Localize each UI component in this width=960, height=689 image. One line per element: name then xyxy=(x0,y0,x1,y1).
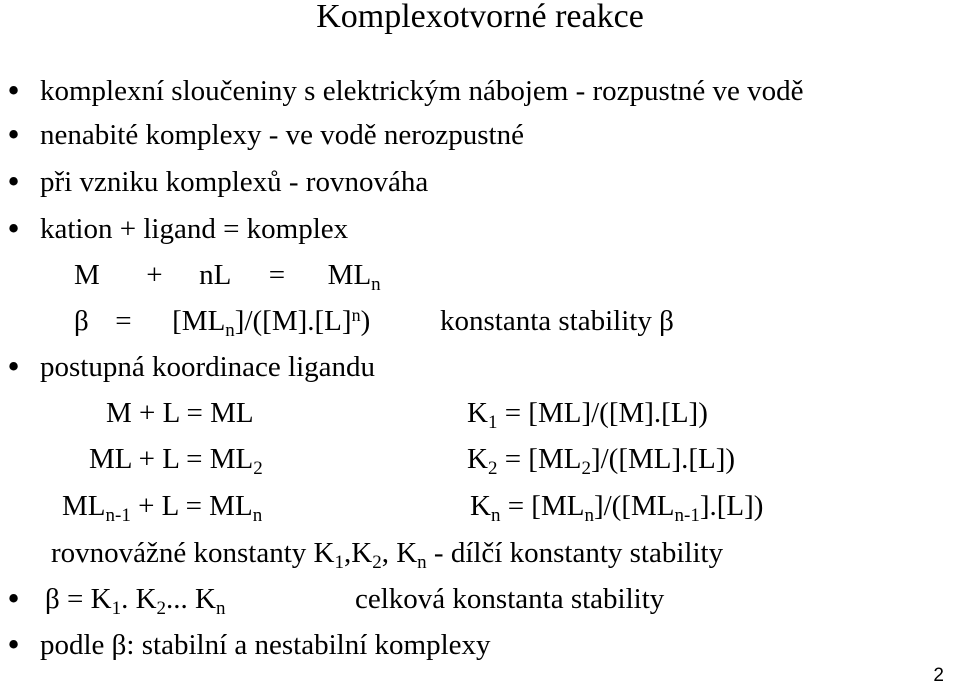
bullet-text-3: při vzniku komplexů - rovnováha xyxy=(40,166,429,198)
eq-complex-sub: n xyxy=(371,274,381,295)
equation-formation xyxy=(74,259,381,295)
overall-beta-label: celková konstanta stability xyxy=(355,583,665,615)
eq-plus: + xyxy=(146,259,163,291)
bullet-text-4: kation + ligand = komplex xyxy=(40,213,349,245)
overall-beta-expr: $\beta = K_1$. $K_2$... $K_n$ xyxy=(45,583,226,619)
bullet-text-7: postupná koordinace ligandu xyxy=(40,351,376,383)
eq-ligand: nL xyxy=(199,259,231,291)
bullet-icon: • xyxy=(5,350,23,384)
slide-title: Komplexotvorné reakce xyxy=(316,0,644,35)
bullet-text-1: komplexní sloučeniny s elektrickým nábojem - rozpustné ve vodě xyxy=(40,75,804,107)
bullet-icon: • xyxy=(5,74,23,108)
eq-metal: M xyxy=(74,259,100,291)
eq-complex: ML xyxy=(327,259,372,291)
bullet-text-2: nenabité komplexy - ve vodě nerozpustné xyxy=(40,119,524,151)
eq-equals: = xyxy=(268,259,286,291)
bullet-icon: • xyxy=(5,212,23,246)
step2-constant: $K_2 = [ML_2]/([ML].[L])$ xyxy=(467,443,736,479)
step3-reaction: $ML_{n-1} + L = ML_n$ xyxy=(62,490,263,526)
bullet-icon: • xyxy=(5,118,23,152)
step3-constant: $K_n = [ML_n]/([ML_{n-1}].[L])$ xyxy=(470,490,764,526)
step1-constant: $K_1 = [ML]/([M].[L])$ xyxy=(467,397,708,433)
beta-symbol: β xyxy=(74,305,89,337)
bullet-icon: • xyxy=(5,628,23,662)
equation-beta xyxy=(74,305,371,341)
partial-constants-line: rovnovážné konstanty $K_1,K_2$, $K_n$ - dílčí konstanty stability xyxy=(51,537,724,573)
page-number: 2 xyxy=(933,665,944,686)
beta-equals: = xyxy=(115,305,132,337)
step2-reaction: ML + $L = ML_2$ xyxy=(89,443,263,479)
step1-reaction: M + L = ML xyxy=(106,397,254,429)
beta-label: konstanta stability β xyxy=(440,305,674,337)
beta-expr: $[ML_n]/([M].[L]^n)$ xyxy=(172,305,371,341)
bullet-icon: • xyxy=(5,582,23,616)
bullet-icon: • xyxy=(5,165,23,199)
bullet-text-13: podle β: stabilní a nestabilní komplexy xyxy=(40,629,491,661)
